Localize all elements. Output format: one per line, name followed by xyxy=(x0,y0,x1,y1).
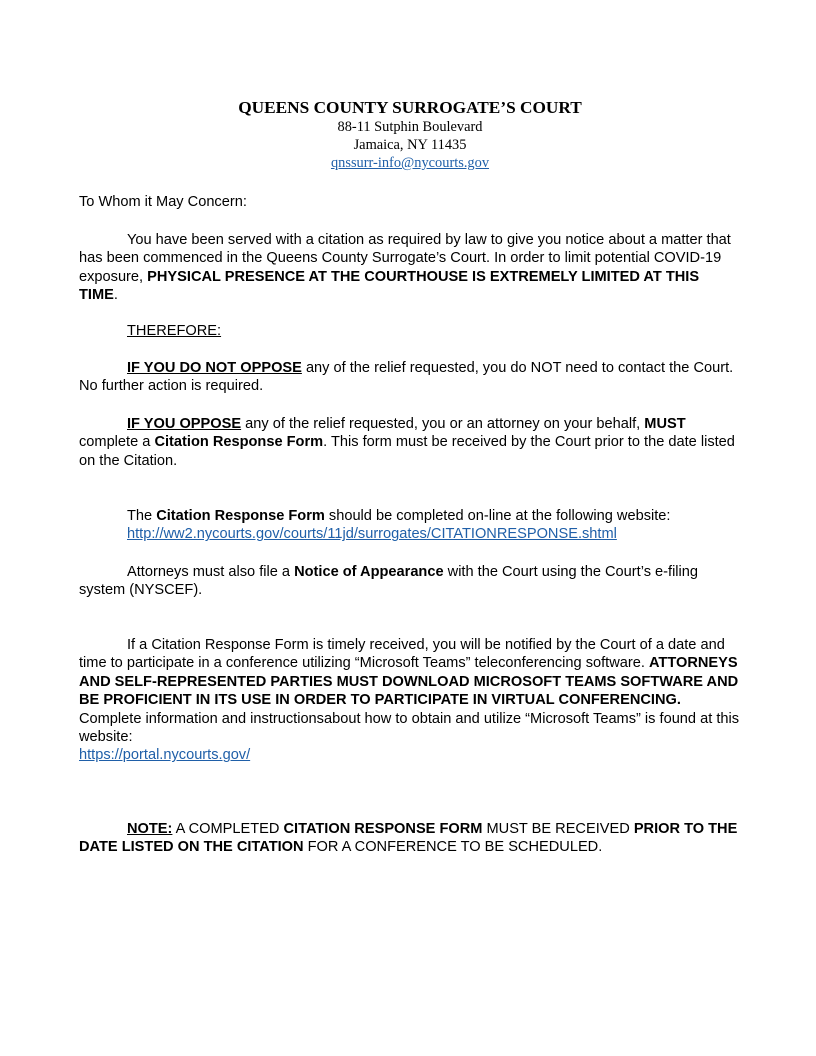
paragraph-served xyxy=(79,231,741,305)
oppose-text-3: . This form must be received by the Court prior to the date listed on the Citation. xyxy=(79,434,735,469)
note-text-3: FOR A CONFERENCE TO BE SCHEDULED. xyxy=(303,839,603,856)
paragraph-do-not-oppose xyxy=(79,359,741,396)
oppose-lead: IF YOU OPPOSE xyxy=(127,416,242,432)
paragraph-served-end: . xyxy=(113,287,118,304)
note-bold: PRIOR TO THE DATE LISTED ON THE CITATION xyxy=(79,821,738,856)
citation-response-link[interactable]: http://ww2.nycourts.gov/courts/11jd/surrogates/CITATIONRESPONSE.shtml xyxy=(127,526,617,543)
attorneys-text-2: with the Court using the Court’s e-filing system (NYSCEF). xyxy=(79,564,699,599)
do-not-oppose-text: any of the relief requested, you do NOT need to contact the Court. No further action is required. xyxy=(79,360,734,395)
online-text-2: should be completed on-line at the following website: xyxy=(324,508,671,524)
address-line-1: 88-11 Sutphin Boulevard xyxy=(337,119,483,135)
oppose-text-1: any of the relief requested, you or an attorney on your behalf, xyxy=(241,416,645,432)
paragraph-teams xyxy=(79,636,741,765)
online-text-1: The xyxy=(127,508,157,524)
online-form-name: Citation Response Form xyxy=(156,508,325,524)
paragraph-oppose xyxy=(79,415,741,470)
oppose-must: MUST xyxy=(644,416,686,432)
teams-text-2: Complete information and instructionsabout how to obtain and utilize “Microsoft Teams” is found at this website: xyxy=(79,710,740,746)
therefore-label: THEREFORE: xyxy=(127,323,222,339)
salutation: To Whom it May Concern: xyxy=(79,194,247,210)
do-not-oppose-lead: IF YOU DO NOT OPPOSE xyxy=(127,360,302,376)
oppose-form-name: Citation Response Form xyxy=(154,434,324,451)
notice-of-appearance: Notice of Appearance xyxy=(294,564,444,580)
court-header xyxy=(79,97,741,172)
portal-link[interactable]: https://portal.nycourts.gov/ xyxy=(79,747,251,764)
paragraph-served-text: You have been served with a citation as required by law to give you notice about a matter that has been commenced in the Queens County Surrogate’s Court. In order to limit potential COVID-19 exposure, xyxy=(79,232,731,285)
attorneys-text-1: Attorneys must also file a xyxy=(127,564,295,580)
note-form-name: CITATION RESPONSE FORM xyxy=(283,821,483,837)
paragraph-served-bold: PHYSICAL PRESENCE AT THE COURTHOUSE IS EXTREMELY LIMITED AT THIS TIME xyxy=(79,268,700,304)
email-link[interactable]: qnssurr-info@nycourts.gov xyxy=(330,155,490,171)
paragraph-attorneys xyxy=(79,563,741,600)
note-text-1: A COMPLETED xyxy=(172,821,284,837)
teams-text-1: If a Citation Response Form is timely received, you will be notified by the Court of a date and time to participate in a conference utilizing “Microsoft Teams” teleconferencing software. xyxy=(79,637,725,672)
paragraph-note xyxy=(79,820,741,857)
address-line-2: Jamaica, NY 11435 xyxy=(353,137,467,153)
paragraph-online-form xyxy=(79,507,741,544)
oppose-text-2: complete a xyxy=(79,434,155,451)
court-name: QUEENS COUNTY SURROGATE’S COURT xyxy=(238,98,582,117)
note-label: NOTE: xyxy=(127,821,173,837)
teams-bold: ATTORNEYS AND SELF-REPRESENTED PARTIES MUST DOWNLOAD MICROSOFT TEAMS SOFTWARE AND BE PROFICIENT IN ITS USE IN ORDER TO PARTICIPATE IN VIRTUAL CONFERENCING. xyxy=(79,655,739,709)
therefore-heading xyxy=(79,322,741,340)
note-text-2: MUST BE RECEIVED xyxy=(482,821,634,837)
